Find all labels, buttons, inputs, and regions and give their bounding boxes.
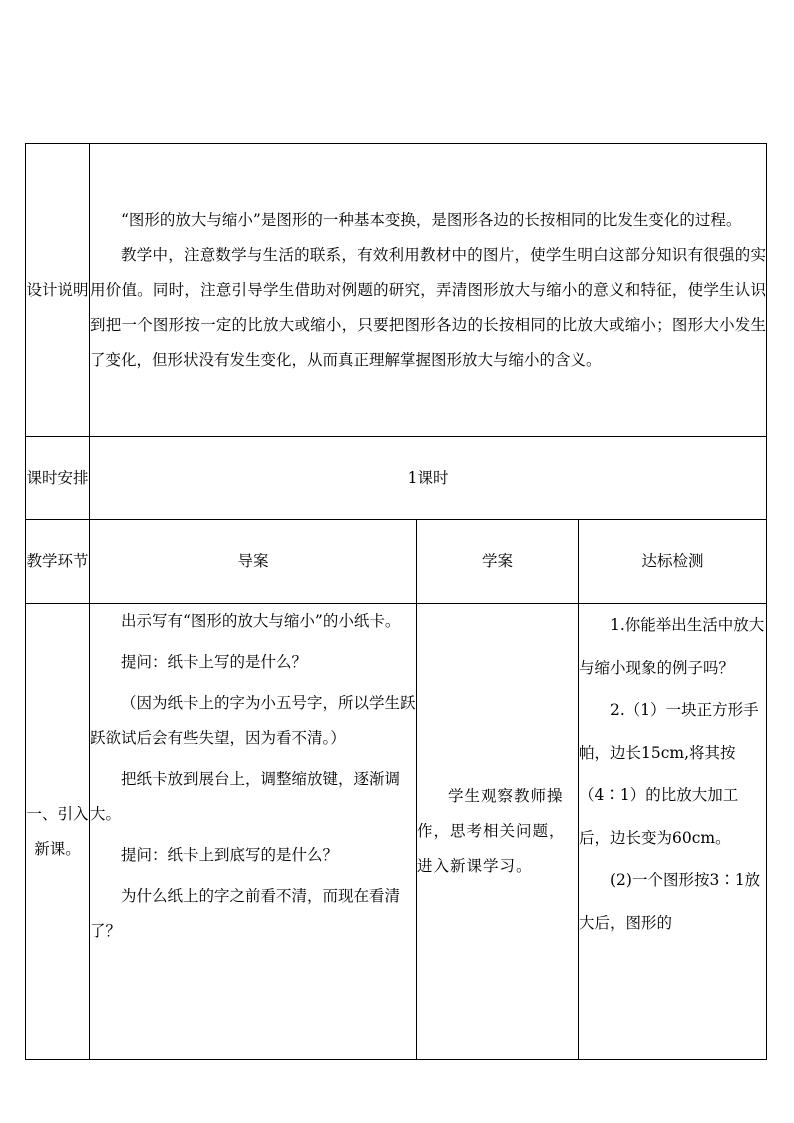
header-study [417,520,579,604]
guide-paragraph-5: 提问：纸卡上到底写的是什么？ [121,846,339,864]
design-paragraph-2: 教学中，注意数学与生活的联系，有效利用教材中的图片，使学生明白这部分知识有很强的实用价值。同时，注意引导学生借助对例题的研究，弄清图形放大与缩小的意义和特征，使学生认识到把一个图形按一定的比放大或缩小，只要把图形各边的长按相同的比放大或缩小；图形大小发生了变化，但形状没有发生变化，从而真正理解掌握图形放大与缩小的含义。 [90,245,767,369]
section1-check [579,604,767,1060]
check-paragraph-3: (2)一个图形按3∶1放大后，图形的 [579,871,761,932]
design-label [26,144,90,437]
header-row [26,520,767,604]
section1-row [26,604,767,1060]
section1-guide [90,604,417,1060]
design-row [26,144,767,437]
schedule-label [26,437,90,520]
check-paragraph-2: 2.（1）一块正方形手帕，边长15cm,将其按（4∶1）的比放大加工后，边长变为60cm。 [579,701,759,847]
guide-paragraph-4: 把纸卡放到展台上，调整缩放键，逐渐调大。 [90,770,401,823]
design-paragraph-1: “图形的放大与缩小”是图形的一种基本变换，是图形各边的长按相同的比发生变化的过程。 [121,210,742,229]
section1-study [417,604,579,1060]
guide-paragraph-2: 提问：纸卡上写的是什么？ [121,653,308,671]
header-check [579,520,767,604]
section1-label-text: 一、引入新课。 [26,804,89,858]
header-study-text: 学案 [481,552,513,570]
header-check-text: 达标检测 [641,552,704,570]
guide-paragraph-1: 出示写有“图形的放大与缩小”的小纸卡。 [121,612,401,630]
header-guide-text: 导案 [237,552,269,570]
study-paragraph: 学生观察教师操作，思考相关问题，进入新课学习。 [417,787,566,875]
header-guide [90,520,417,604]
check-paragraph-1: 1.你能举出生活中放大与缩小现象的例子吗？ [579,616,765,677]
design-label-text: 设计说明 [26,280,89,299]
schedule-row [26,437,767,520]
section1-label [26,604,90,1060]
header-label [26,520,90,604]
guide-paragraph-6: 为什么纸上的字之前看不清，而现在看清了？ [90,887,401,940]
header-label-text: 教学环节 [26,552,89,570]
lesson-plan-table [25,143,767,1060]
schedule-value [90,437,767,520]
guide-paragraph-3: （因为纸卡上的字为小五号字，所以学生跃跃欲试后会有些失望，因为看不清。） [90,694,416,747]
design-content [90,144,767,437]
schedule-value-text: 1课时 [407,468,449,487]
schedule-label-text: 课时安排 [26,468,89,487]
